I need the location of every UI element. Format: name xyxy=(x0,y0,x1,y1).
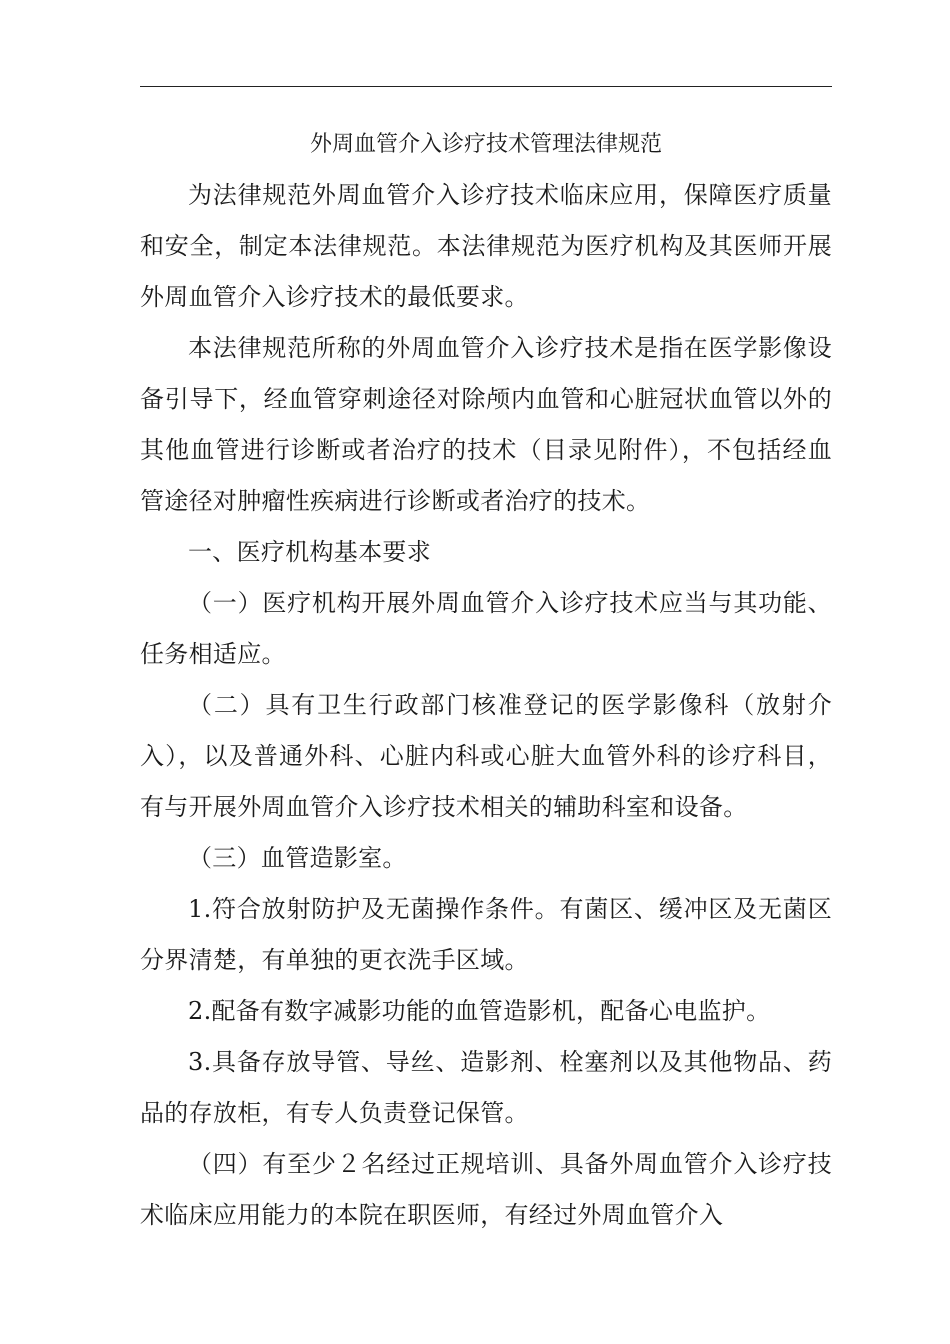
clause-3: （三）血管造影室。 xyxy=(188,844,407,872)
clause-3-item-1: 1.符合放射防护及无菌操作条件。有菌区、缓冲区及无菌区分界清楚，有单独的更衣洗手区域。 xyxy=(140,895,832,974)
document-title: 外周血管介入诊疗技术管理法律规范 xyxy=(309,132,662,157)
section-heading-institution-requirements: 一、医疗机构基本要求 xyxy=(188,538,431,566)
clause-3-item-2: 2.配备有数字减影功能的血管造影机，配备心电监护。 xyxy=(188,997,771,1025)
paragraph-definition: 本法律规范所称的外周血管介入诊疗技术是指在医学影像设备引导下，经血管穿刺途径对除颅内血管和心脏冠状血管以外的其他血管进行诊断或者治疗的技术（目录见附件），不包括经血管途径对肿瘤性疾病进行诊断或者治疗的技术。 xyxy=(140,334,832,515)
header-rule xyxy=(140,86,832,87)
clause-1: （一）医疗机构开展外周血管介入诊疗技术应当与其功能、任务相适应。 xyxy=(140,589,832,668)
paragraph-purpose: 为法律规范外周血管介入诊疗技术临床应用，保障医疗质量和安全，制定本法律规范。本法律规范为医疗机构及其医师开展外周血管介入诊疗技术的最低要求。 xyxy=(140,181,832,311)
document-body xyxy=(140,120,832,1241)
clause-2: （二）具有卫生行政部门核准登记的医学影像科（放射介入），以及普通外科、心脏内科或心脏大血管外科的诊疗科目，有与开展外周血管介入诊疗技术相关的辅助科室和设备。 xyxy=(140,691,832,821)
clause-4: （四）有至少２名经过正规培训、具备外周血管介入诊疗技术临床应用能力的本院在职医师，有经过外周血管介入 xyxy=(140,1150,832,1229)
clause-3-item-3: 3.具备存放导管、导丝、造影剂、栓塞剂以及其他物品、药品的存放柜，有专人负责登记保管。 xyxy=(140,1048,832,1127)
